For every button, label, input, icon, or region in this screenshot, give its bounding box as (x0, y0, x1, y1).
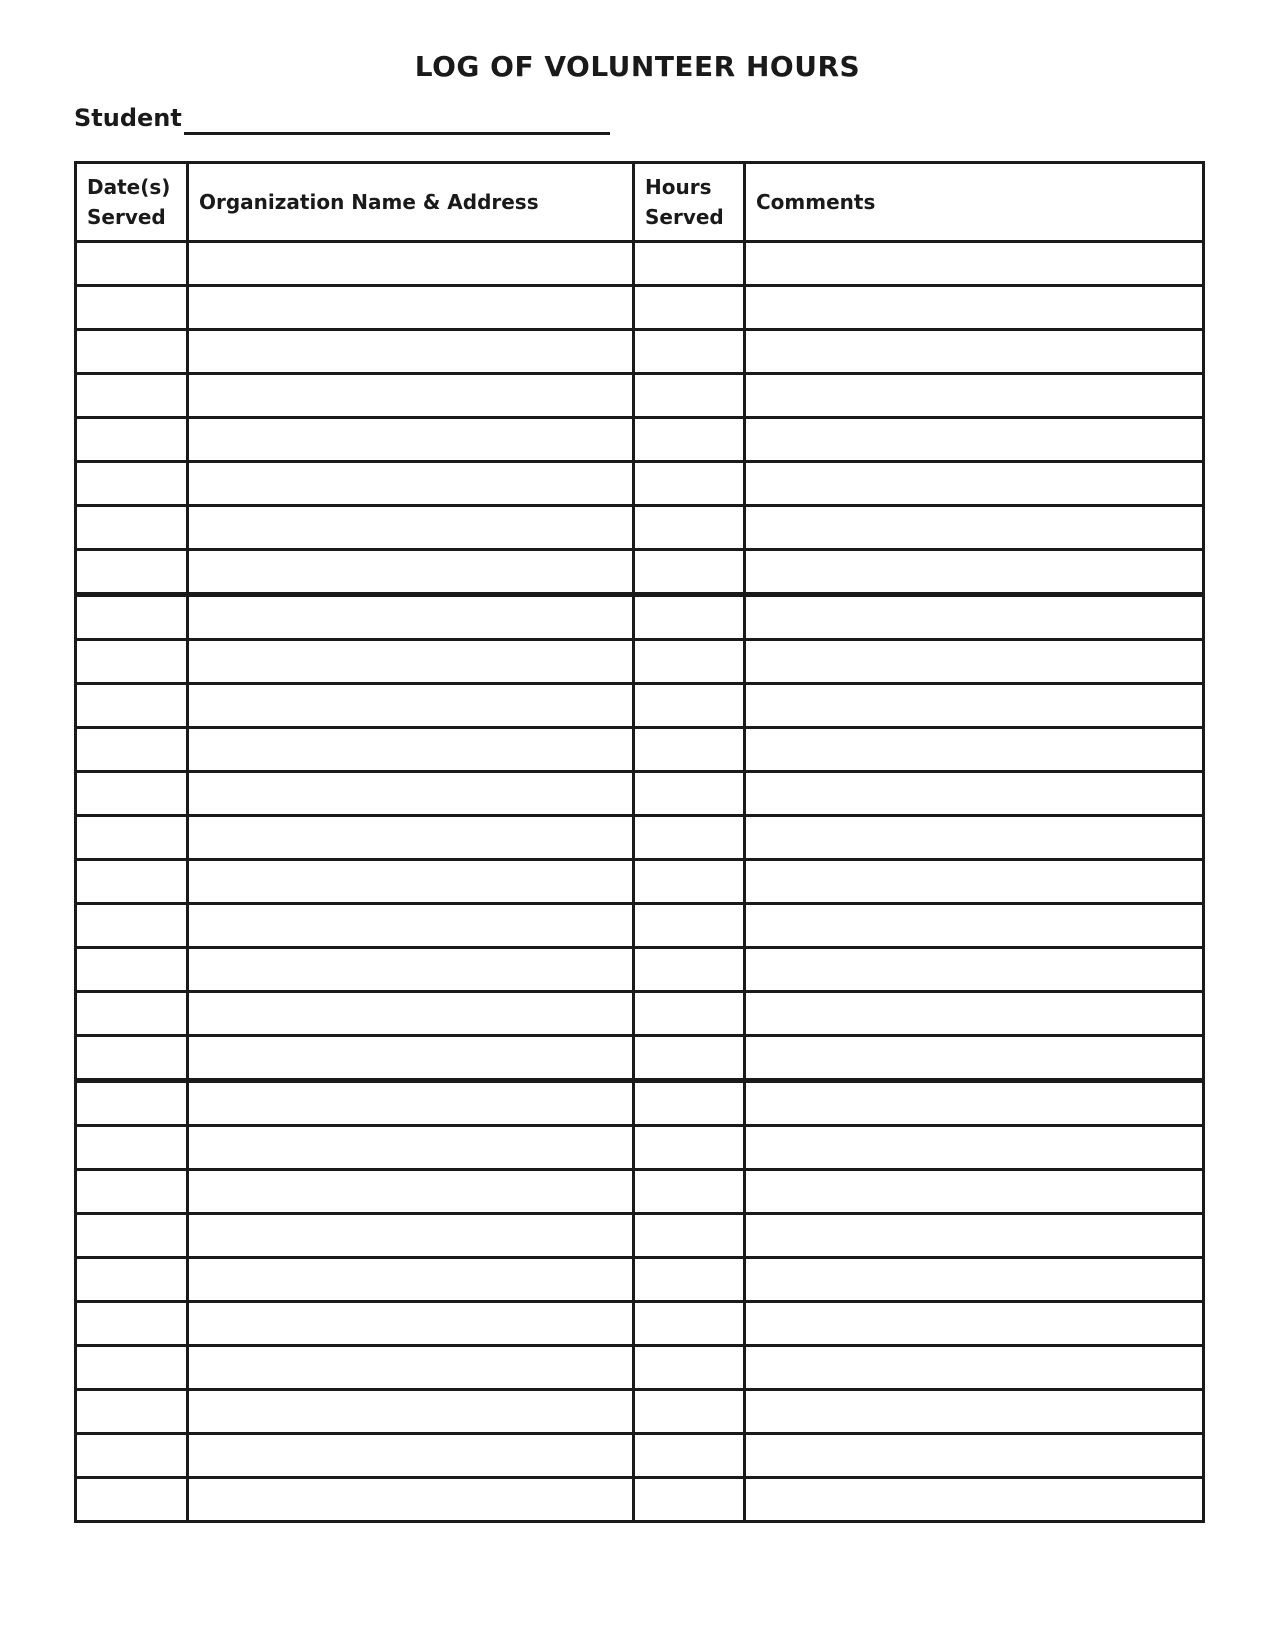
hours-cell[interactable] (634, 640, 745, 684)
column-header-organization (188, 163, 634, 242)
page-title: LOG OF VOLUNTEER HOURS (414, 50, 861, 83)
hours-cell[interactable] (634, 816, 745, 860)
organization-cell[interactable] (188, 550, 634, 595)
date-cell[interactable] (76, 1126, 188, 1170)
hours-cell[interactable] (634, 904, 745, 948)
comments-cell[interactable] (745, 1302, 1204, 1346)
date-cell[interactable] (76, 286, 188, 330)
table-row (76, 595, 1204, 640)
column-header-line: Served (645, 205, 724, 229)
comments-cell[interactable] (745, 904, 1204, 948)
organization-cell[interactable] (188, 330, 634, 374)
comments-cell[interactable] (745, 1258, 1204, 1302)
table-row (76, 374, 1204, 418)
table-row (76, 640, 1204, 684)
hours-cell[interactable] (634, 1214, 745, 1258)
date-cell[interactable] (76, 1170, 188, 1214)
hours-cell[interactable] (634, 1036, 745, 1081)
comments-cell[interactable] (745, 286, 1204, 330)
hours-cell[interactable] (634, 506, 745, 550)
organization-cell[interactable] (188, 816, 634, 860)
hours-cell[interactable] (634, 286, 745, 330)
table-header-row (76, 163, 1204, 242)
organization-cell[interactable] (188, 286, 634, 330)
organization-cell[interactable] (188, 1346, 634, 1390)
comments-cell[interactable] (745, 330, 1204, 374)
comments-cell[interactable] (745, 1478, 1204, 1522)
comments-cell[interactable] (745, 242, 1204, 286)
date-cell[interactable] (76, 1081, 188, 1126)
table-row (76, 1081, 1204, 1126)
comments-cell[interactable] (745, 1081, 1204, 1126)
date-cell[interactable] (76, 418, 188, 462)
date-cell[interactable] (76, 462, 188, 506)
organization-cell[interactable] (188, 462, 634, 506)
comments-cell[interactable] (745, 506, 1204, 550)
comments-cell[interactable] (745, 728, 1204, 772)
organization-cell[interactable] (188, 1126, 634, 1170)
column-header-line: Organization Name & Address (199, 190, 539, 214)
student-label: Student (74, 104, 182, 132)
comments-cell[interactable] (745, 860, 1204, 904)
hours-cell[interactable] (634, 374, 745, 418)
date-cell[interactable] (76, 1390, 188, 1434)
hours-cell[interactable] (634, 728, 745, 772)
date-cell[interactable] (76, 640, 188, 684)
hours-cell[interactable] (634, 462, 745, 506)
date-cell[interactable] (76, 1036, 188, 1081)
table-row (76, 992, 1204, 1036)
organization-cell[interactable] (188, 1258, 634, 1302)
organization-cell[interactable] (188, 860, 634, 904)
table-row (76, 1346, 1204, 1390)
column-header-comments (745, 163, 1204, 242)
organization-cell[interactable] (188, 374, 634, 418)
date-cell[interactable] (76, 550, 188, 595)
date-cell[interactable] (76, 1346, 188, 1390)
date-cell[interactable] (76, 595, 188, 640)
hours-cell[interactable] (634, 1390, 745, 1434)
comments-cell[interactable] (745, 550, 1204, 595)
date-cell[interactable] (76, 1434, 188, 1478)
comments-cell[interactable] (745, 1346, 1204, 1390)
comments-cell[interactable] (745, 772, 1204, 816)
comments-cell[interactable] (745, 1434, 1204, 1478)
table-row (76, 330, 1204, 374)
column-header-line: Served (87, 205, 166, 229)
organization-cell[interactable] (188, 595, 634, 640)
table-body (76, 242, 1204, 1522)
column-header-dates-served (76, 163, 188, 242)
comments-cell[interactable] (745, 418, 1204, 462)
date-cell[interactable] (76, 816, 188, 860)
organization-cell[interactable] (188, 1036, 634, 1081)
table-row (76, 1036, 1204, 1081)
date-cell[interactable] (76, 948, 188, 992)
hours-cell[interactable] (634, 1170, 745, 1214)
organization-cell[interactable] (188, 1390, 634, 1434)
hours-cell[interactable] (634, 1346, 745, 1390)
organization-cell[interactable] (188, 728, 634, 772)
table-row (76, 418, 1204, 462)
date-cell[interactable] (76, 1302, 188, 1346)
column-header-line: Comments (756, 190, 876, 214)
hours-cell[interactable] (634, 992, 745, 1036)
organization-cell[interactable] (188, 948, 634, 992)
hours-cell[interactable] (634, 1258, 745, 1302)
organization-cell[interactable] (188, 418, 634, 462)
comments-cell[interactable] (745, 640, 1204, 684)
table-row (76, 860, 1204, 904)
hours-cell[interactable] (634, 550, 745, 595)
organization-cell[interactable] (188, 772, 634, 816)
table-row (76, 1390, 1204, 1434)
column-header-hours-served (634, 163, 745, 242)
table-row (76, 1126, 1204, 1170)
comments-cell[interactable] (745, 948, 1204, 992)
hours-cell[interactable] (634, 1434, 745, 1478)
organization-cell[interactable] (188, 1434, 634, 1478)
hours-cell[interactable] (634, 330, 745, 374)
table-row (76, 1434, 1204, 1478)
organization-cell[interactable] (188, 640, 634, 684)
comments-cell[interactable] (745, 1214, 1204, 1258)
comments-cell[interactable] (745, 992, 1204, 1036)
comments-cell[interactable] (745, 462, 1204, 506)
organization-cell[interactable] (188, 904, 634, 948)
table-row (76, 904, 1204, 948)
hours-cell[interactable] (634, 1302, 745, 1346)
date-cell[interactable] (76, 506, 188, 550)
date-cell[interactable] (76, 860, 188, 904)
comments-cell[interactable] (745, 1036, 1204, 1081)
date-cell[interactable] (76, 772, 188, 816)
comments-cell[interactable] (745, 1390, 1204, 1434)
organization-cell[interactable] (188, 1214, 634, 1258)
column-header-line: Hours (645, 175, 712, 199)
table-row (76, 816, 1204, 860)
hours-cell[interactable] (634, 1126, 745, 1170)
hours-cell[interactable] (634, 684, 745, 728)
table-row (76, 242, 1204, 286)
organization-cell[interactable] (188, 1081, 634, 1126)
date-cell[interactable] (76, 728, 188, 772)
hours-cell[interactable] (634, 772, 745, 816)
organization-cell[interactable] (188, 684, 634, 728)
table-row (76, 550, 1204, 595)
table-row (76, 462, 1204, 506)
table-row (76, 506, 1204, 550)
student-input-line[interactable] (184, 132, 610, 135)
comments-cell[interactable] (745, 374, 1204, 418)
hours-cell[interactable] (634, 242, 745, 286)
date-cell[interactable] (76, 904, 188, 948)
hours-cell[interactable] (634, 1081, 745, 1126)
table-row (76, 1214, 1204, 1258)
date-cell[interactable] (76, 1214, 188, 1258)
organization-cell[interactable] (188, 242, 634, 286)
table-row (76, 1478, 1204, 1522)
date-cell[interactable] (76, 242, 188, 286)
date-cell[interactable] (76, 992, 188, 1036)
hours-cell[interactable] (634, 948, 745, 992)
comments-cell[interactable] (745, 816, 1204, 860)
date-cell[interactable] (76, 684, 188, 728)
table-row (76, 1258, 1204, 1302)
hours-cell[interactable] (634, 595, 745, 640)
table-row (76, 684, 1204, 728)
organization-cell[interactable] (188, 1478, 634, 1522)
date-cell[interactable] (76, 1478, 188, 1522)
comments-cell[interactable] (745, 1170, 1204, 1214)
organization-cell[interactable] (188, 1170, 634, 1214)
column-header-line: Date(s) (87, 175, 171, 199)
comments-cell[interactable] (745, 1126, 1204, 1170)
table-row (76, 772, 1204, 816)
table-row (76, 728, 1204, 772)
comments-cell[interactable] (745, 595, 1204, 640)
table-row (76, 286, 1204, 330)
date-cell[interactable] (76, 374, 188, 418)
hours-cell[interactable] (634, 1478, 745, 1522)
hours-cell[interactable] (634, 418, 745, 462)
organization-cell[interactable] (188, 1302, 634, 1346)
date-cell[interactable] (76, 330, 188, 374)
hours-cell[interactable] (634, 860, 745, 904)
organization-cell[interactable] (188, 992, 634, 1036)
organization-cell[interactable] (188, 506, 634, 550)
table-row (76, 1170, 1204, 1214)
table-row (76, 1302, 1204, 1346)
table-row (76, 948, 1204, 992)
volunteer-hours-table (74, 161, 1205, 1523)
date-cell[interactable] (76, 1258, 188, 1302)
comments-cell[interactable] (745, 684, 1204, 728)
